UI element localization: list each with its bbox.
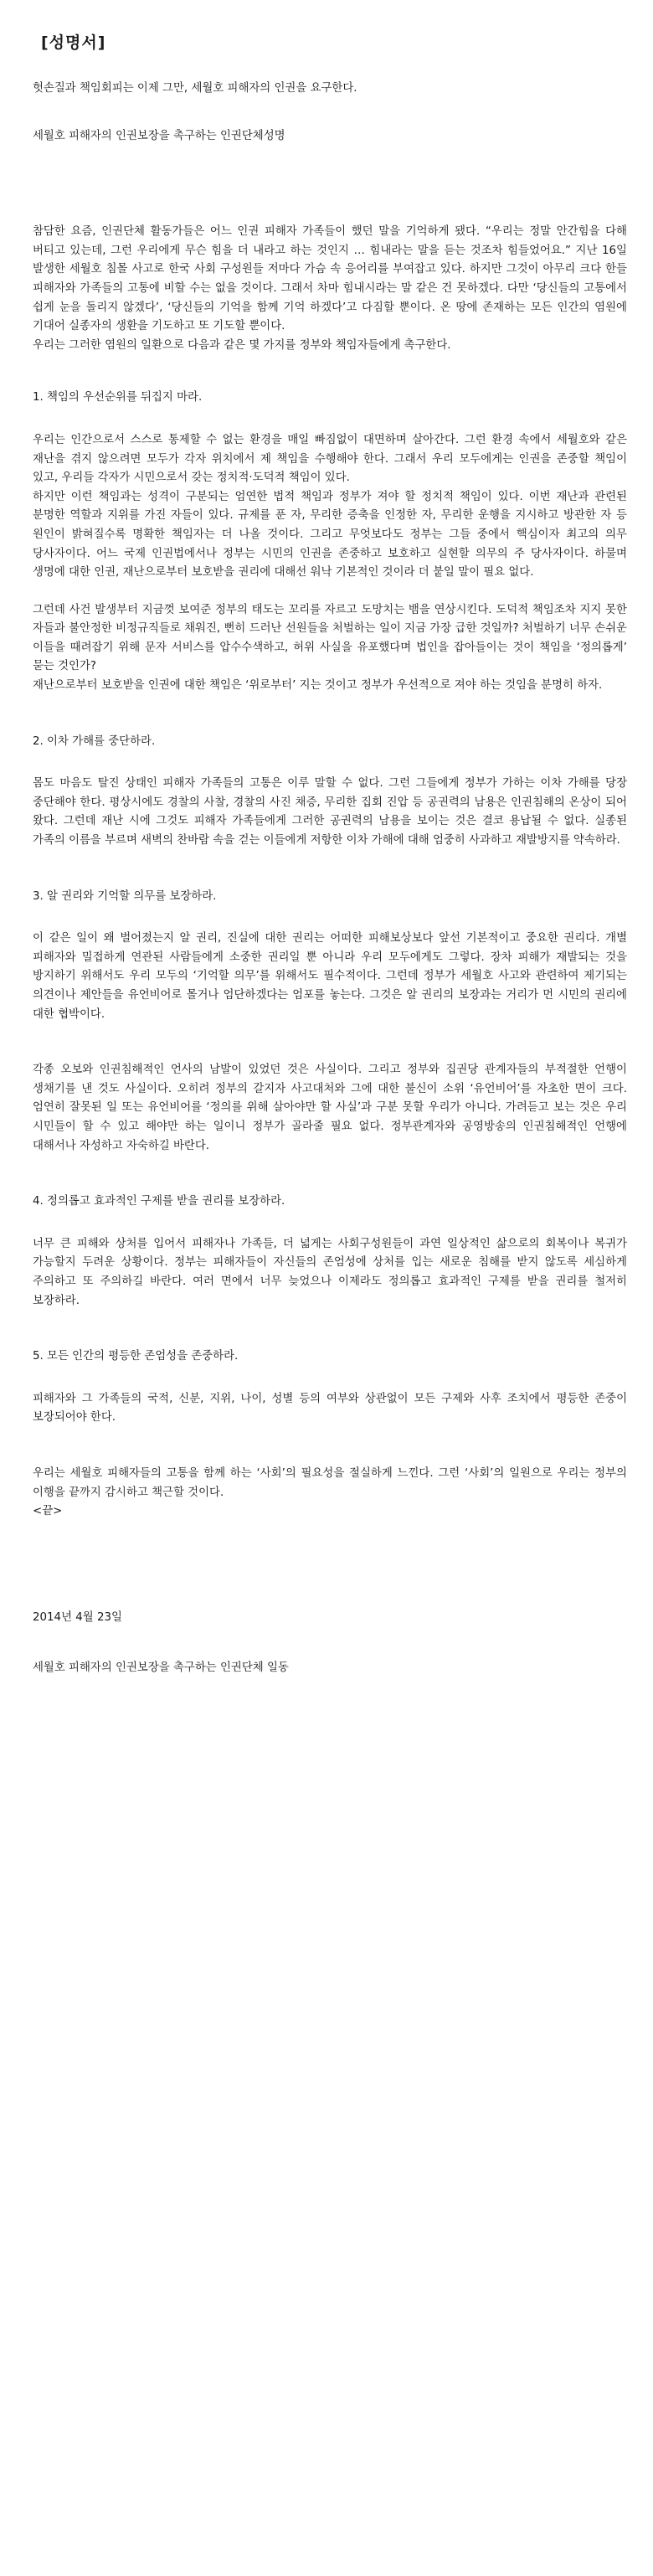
section-heading-4: 4. 정의롭고 효과적인 구제를 받을 권리를 보장하라. — [33, 1195, 285, 1208]
campaign-line: 세월호 피해자의 인권보장을 촉구하는 인권단체성명 — [33, 129, 285, 142]
section-heading-3: 3. 알 권리와 기억할 의무를 보장하라. — [33, 889, 217, 903]
statement-date: 2014년 4월 23일 — [33, 1610, 122, 1624]
section-heading-5: 5. 모든 인간의 평등한 존엄성을 존중하라. — [33, 1350, 239, 1363]
section-3-paragraph-2: 각종 오보와 인권침해적인 언사의 남발이 있었던 것은 사실이다. 그리고 정부와 집권당 관계자들의 부적절한 언행이 생채기를 낸 것도 사실이다. 오히려 정부의 갈지자 사고대처와 그에 대한 불신이 소위 ‘유언비어’를 자초한 면이 크다. 엄연히 잘못된 일 또는 유언비어를 ‘정의를 위해 살아야만 할 사실’과 구분 못할 우리가 아니다. 가려듣고 보는 것은 우리 시민들이 할 수 있고 해야만 하는 일이니 정부가 골라줄 필요 없다. 정부관계자와 공영방송의 인권침해적인 언행에 대해서나 자성하고 자숙하길 바란다. — [33, 1064, 627, 1152]
signature-line: 세월호 피해자의 인권보장을 촉구하는 인권단체 일동 — [33, 1662, 289, 1675]
statement-document — [33, 30, 645, 1678]
intro-call-paragraph: 우리는 그러한 염원의 일환으로 다음과 같은 몇 가지를 정부와 책임자들에게 촉구한다. — [33, 338, 451, 352]
document-title: [성명서] — [41, 33, 106, 52]
intro-paragraph: 참담한 요즘, 인권단체 활동가들은 어느 인권 피해자 가족들이 했던 말을 기억하게 됐다. “우리는 정말 안간힘을 다해 버티고 있는데, 그런 우리에게 무슨 힘을 더 내라고 하는 것인지 … 힘내라는 말을 듣는 것조차 힘들었어요.” 지난 16일 발생한 세월호 침몰 사고로 한국 사회 구성원들 저마다 가슴 속 응어리를 부여잡고 있다. 하지만 그것이 아무리 크다 한들 피해자와 가족들의 고통에 비할 수는 없을 것이다. 그래서 차마 힘내시라는 말 같은 건 못하겠다. 다만 ‘당신들의 고통에서 쉽게 눈을 돌리지 않겠다’, ‘당신들의 기억을 함께 기억 하겠다’고 다짐할 뿐이다. 온 땅에 존재하는 모든 인간의 염원에 기대어 실종자의 생환을 기도하고 또 기도할 뿐이다. — [33, 225, 627, 333]
section-heading-2: 2. 이차 가해를 중단하라. — [33, 734, 156, 748]
section-4-paragraph-1: 너무 큰 피해와 상처를 입어서 피해자나 가족들, 더 넓게는 사회구성원들이 과연 일상적인 삶으로의 회복이나 복귀가 가능할지 두려운 상황이다. 정부는 피해자들이 자신들의 존엄성에 상처를 입는 새로운 침해를 받지 않도록 세심하게 주의하고 또 주의하길 바란다. 여러 면에서 너무 늦었으나 이제라도 정의롭고 효과적인 구제를 받을 권리를 철저히 보장하라. — [33, 1237, 627, 1307]
section-3-paragraph-1: 이 같은 일이 왜 벌어졌는지 알 권리, 진실에 대한 권리는 어떠한 피해보상보다 앞선 기본적이고 중요한 권리다. 개별 피해자와 밀접하게 연관된 사람들에게 소중한 권리일 뿐 아니라 우리 모두에게도 그렇다. 장차 피해가 재발되는 것을 방지하기 위해서도 우리 모두의 ‘기억할 의무’를 위해서도 필수적이다. 그런데 정부가 세월호 사고와 관련하여 제기되는 의견이나 제안들을 유언비어로 몰거나 엄단하겠다는 엄포를 놓는다. 그것은 알 권리의 보장과는 거리가 먼 시민의 권리에 대한 협박이다. — [33, 932, 627, 1021]
section-heading-1: 1. 책임의 우선순위를 뒤집지 마라. — [33, 391, 203, 404]
section-5-paragraph-1: 피해자와 그 가족들의 국적, 신분, 지위, 나이, 성별 등의 여부와 상관없이 모든 구제와 사후 조치에서 평등한 존중이 보장되어야 한다. — [33, 1392, 627, 1425]
section-1-paragraph-1: 우리는 인간으로서 스스로 통제할 수 없는 환경을 매일 빠짐없이 대면하며 살아간다. 그런 환경 속에서 세월호와 같은 재난을 겪지 않으려면 모두가 각자 위치에서 제 책임을 수행해야 한다. 그래서 우리 모두에게는 인권을 존중할 책임이 있고, 우리들 각자가 시민으로서 갖는 정치적·도덕적 책임이 있다. 하지만 이런 책임과는 성격이 구분되는 엄연한 법적 책임과 정부가 져야 할 정치적 책임이 있다. 이번 재난과 관련된 분명한 역할과 지위를 가진 자들이 있다. 규제를 푼 자, 무리한 증축을 인정한 자, 무리한 운행을 지시하고 방관한 자 등 원인이 밝혀질수록 명확한 책임자는 더 나올 것이다. 그리고 무엇보다도 정부는 그들 중에서 핵심이자 최고의 의무 당사자이다. 어느 국제 인권법에서나 정부는 시민의 인권을 존중하고 보호하고 실현할 의무의 주 당사자이다. 하물며 생명에 대한 인권, 재난으로부터 보호받을 권리에 대해선 워낙 기본적인 것이라 더 붙일 말이 필요 없다. — [33, 433, 627, 580]
document-subtitle: 헛손질과 책임회피는 이제 그만, 세월호 피해자의 인권을 요구한다. — [33, 82, 357, 95]
section-2-paragraph-1: 몸도 마음도 탈진 상태인 피해자 가족들의 고통은 이루 말할 수 없다. 그런 그들에게 정부가 가하는 이차 가해를 당장 중단해야 한다. 평상시에도 경찰의 사찰, 경찰의 사진 채증, 무리한 집회 진압 등 공권력의 남용은 인권침해의 온상이 되어 왔다. 그런데 재난 시에 그것도 피해자 가족들에게 그러한 공권력의 남용을 보이는 것은 결코 용납될 수 없다. 실종된 가족의 이름을 부르며 새벽의 찬바람 속을 걷는 이들에게 저항한 이차 가해에 대해 엄중히 사과하고 재발방지를 약속하라. — [33, 777, 627, 848]
closing-paragraph: 우리는 세월호 피해자들의 고통을 함께 하는 ‘사회’의 필요성을 절실하게 느낀다. 그런 ‘사회’의 일원으로 우리는 정부의 이행을 끝까지 감시하고 책근할 것이다. — [33, 1466, 645, 1499]
end-mark: <끝> — [33, 1505, 63, 1518]
section-1-paragraph-2: 그런데 사건 발생부터 지금껏 보여준 정부의 태도는 꼬리를 자르고 도망치는 뱀을 연상시킨다. 도덕적 책임조차 지지 못한 자들과 불안정한 비정규직들로 채워진, 뻔히 드러난 선원들을 처벌하는 일이 지금 가장 급한 것일까? 처벌하기 너무 손쉬운 이들을 때려잡기 위해 문자 서비스를 압수수색하고, 허위 사실을 유포했다며 법인을 잡아들이는 것이 책임을 ‘정의롭게’ 묻는 것인가? 재난으로부터 보호받을 인권에 대한 책임은 ‘위로부터’ 지는 것이고 정부가 우선적으로 져야 하는 것임을 분명히 하자. — [33, 603, 627, 693]
